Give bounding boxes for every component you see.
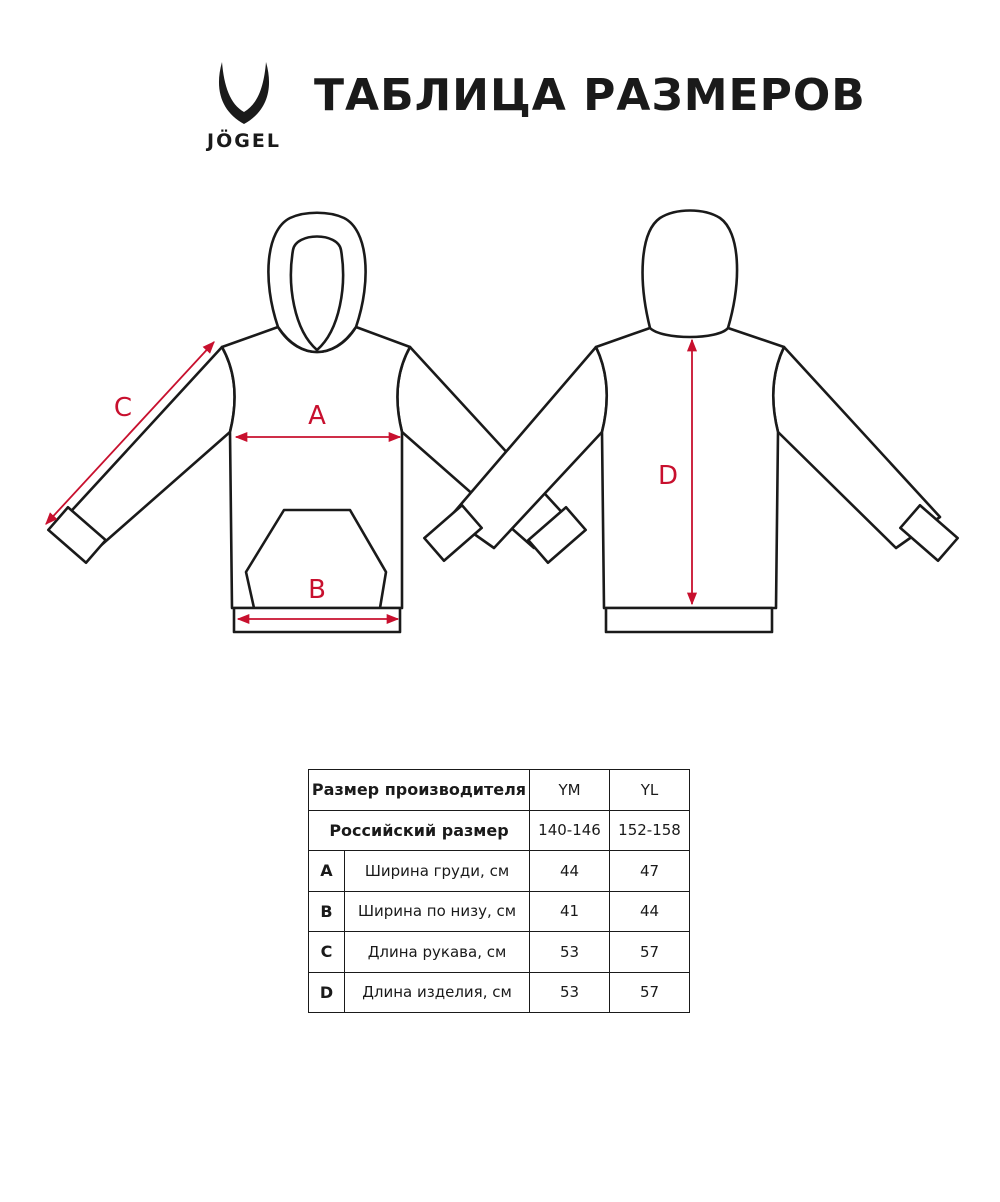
row-label: Длина рукава, см xyxy=(345,932,530,973)
table-row xyxy=(309,972,690,1013)
row-label: Ширина груди, см xyxy=(345,851,530,892)
size-header: YM xyxy=(530,770,610,811)
table-cell: 44 xyxy=(610,891,690,932)
table-cell: 57 xyxy=(610,972,690,1013)
russian-size: 140-146 xyxy=(530,810,610,851)
size-table xyxy=(308,769,690,1013)
table-cell: 57 xyxy=(610,932,690,973)
table-row xyxy=(309,891,690,932)
table-cell: 47 xyxy=(610,851,690,892)
table-row xyxy=(309,851,690,892)
measure-label-c: C xyxy=(113,393,133,423)
row-letter: D xyxy=(309,972,345,1013)
table-row xyxy=(309,770,690,811)
page-title: ТАБЛИЦА РАЗМЕРОВ xyxy=(314,70,866,121)
row-letter: B xyxy=(309,891,345,932)
table-cell: 53 xyxy=(530,972,610,1013)
table-cell: 41 xyxy=(530,891,610,932)
measure-label-a: A xyxy=(308,401,326,431)
table-cell: 53 xyxy=(530,932,610,973)
russian-size: 152-158 xyxy=(610,810,690,851)
row-letter: A xyxy=(309,851,345,892)
hoodie-back xyxy=(424,211,957,633)
size-header: YL xyxy=(610,770,690,811)
logo-mark-icon xyxy=(192,60,296,130)
manufacturer-size-label: Размер производителя xyxy=(309,770,530,811)
russian-size-label: Российский размер xyxy=(309,810,530,851)
row-letter: C xyxy=(309,932,345,973)
row-label: Ширина по низу, см xyxy=(345,891,530,932)
row-label: Длина изделия, см xyxy=(345,972,530,1013)
table-row xyxy=(309,810,690,851)
table-row xyxy=(309,932,690,973)
measure-label-d: D xyxy=(657,461,679,491)
brand-name: JÖGEL xyxy=(207,130,281,152)
table-cell: 44 xyxy=(530,851,610,892)
hoodie-diagram xyxy=(0,200,1000,650)
measure-label-b: B xyxy=(308,575,326,605)
